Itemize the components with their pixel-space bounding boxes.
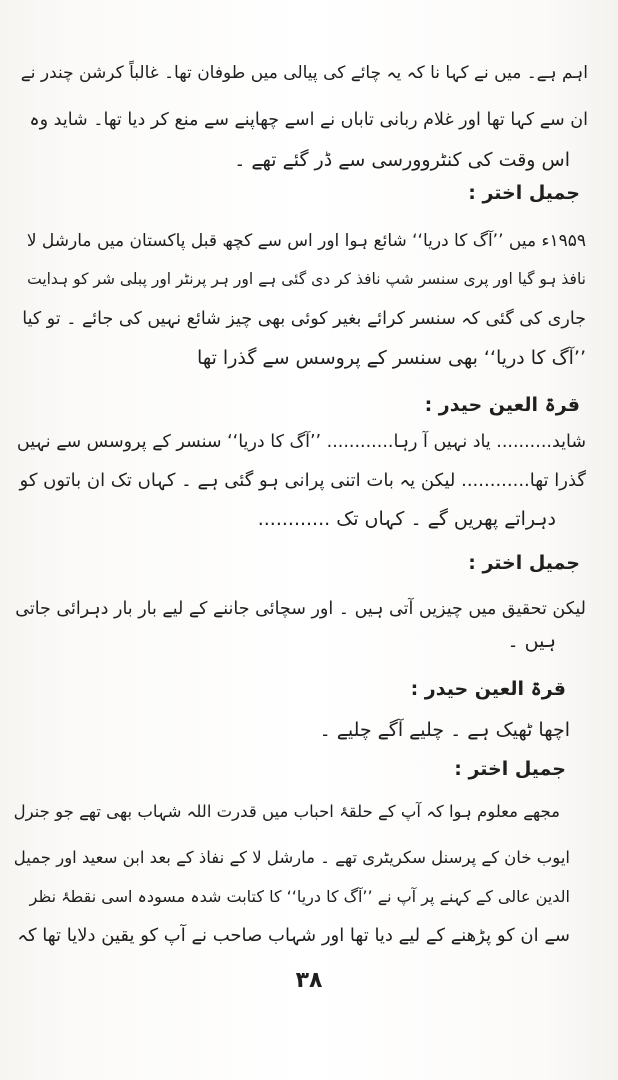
text-line: شاید.......... یاد نہیں آ رہا............ ’’آگ کا دریا‘‘ سنسر کے پروسس سے نہیں [16, 432, 586, 452]
text-line: گذرا تھا............ لیکن یہ بات اتنی پرانی ہو گئی ہے ۔ کہاں تک ان باتوں کو [19, 470, 586, 491]
text-line: جاری کی گئی کہ سنسر کرائے بغیر کوئی بھی چیز شائع نہیں کی جائے ۔ تو کیا [22, 309, 586, 329]
speaker-label: قرۃ العین حیدر : [410, 678, 566, 700]
text-line: ہیں ۔ [507, 630, 556, 652]
speaker-label: جمیل اختر : [454, 758, 566, 780]
speaker-label: جمیل اختر : [468, 182, 580, 204]
text-line: نافذ ہو گیا اور پری سنسر شپ نافذ کر دی گئی ہے اور ہر پرنٹر اور پبلی شر کو ہدایت [27, 270, 586, 288]
text-line: سے ان کو پڑھنے کے لیے دیا تھا اور شہاب صاحب نے آپ کو یقین دلایا تھا کہ [17, 925, 570, 946]
page-number: ۳۸ [295, 968, 323, 993]
speaker-label: جمیل اختر : [468, 552, 580, 574]
text-line: دہراتے پھریں گے ۔ کہاں تک ............ [257, 508, 556, 530]
text-line: اچھا ٹھیک ہے ۔ چلیے آگے چلیے ۔ [319, 719, 570, 741]
text-line: ’’آگ کا دریا‘‘ بھی سنسر کے پروسس سے گذرا تھا [197, 347, 586, 369]
text-line: ۱۹۵۹ء میں ’’آگ کا دریا‘‘ شائع ہوا اور اس سے کچھ قبل پاکستان میں مارشل لا [26, 231, 586, 251]
text-line: ایوب خان کے پرسنل سکریٹری تھے ۔ مارشل لا کے نفاذ کے بعد ابن سعید اور جمیل [13, 848, 570, 867]
text-line: مجھے معلوم ہوا کہ آپ کے حلقۂ احباب میں قدرت اللہ شہاب بھی تھے جو جنرل [13, 802, 560, 821]
text-line: لیکن تحقیق میں چیزیں آتی ہیں ۔ اور سچائی جاننے کے لیے بار بار دہرائی جاتی [15, 599, 586, 619]
text-line: اہم ہے۔ میں نے کہا نا کہ یہ چائے کی پیالی میں طوفان تھا۔ غالباً کرشن چندر نے [20, 63, 588, 83]
text-line: ان سے کہا تھا اور غلام ربانی تاباں نے اسے چھاپنے سے منع کر دیا تھا۔ شاید وہ [29, 110, 588, 130]
speaker-label: قرۃ العین حیدر : [424, 394, 580, 416]
text-line: الدین عالی کے کہنے پر آپ نے ’’آگ کا دریا‘‘ کا کتابت شدہ مسودہ اسی نقطۂ نظر [29, 887, 570, 906]
text-line: اس وقت کی کنٹروورسی سے ڈر گئے تھے ۔ [234, 149, 570, 171]
